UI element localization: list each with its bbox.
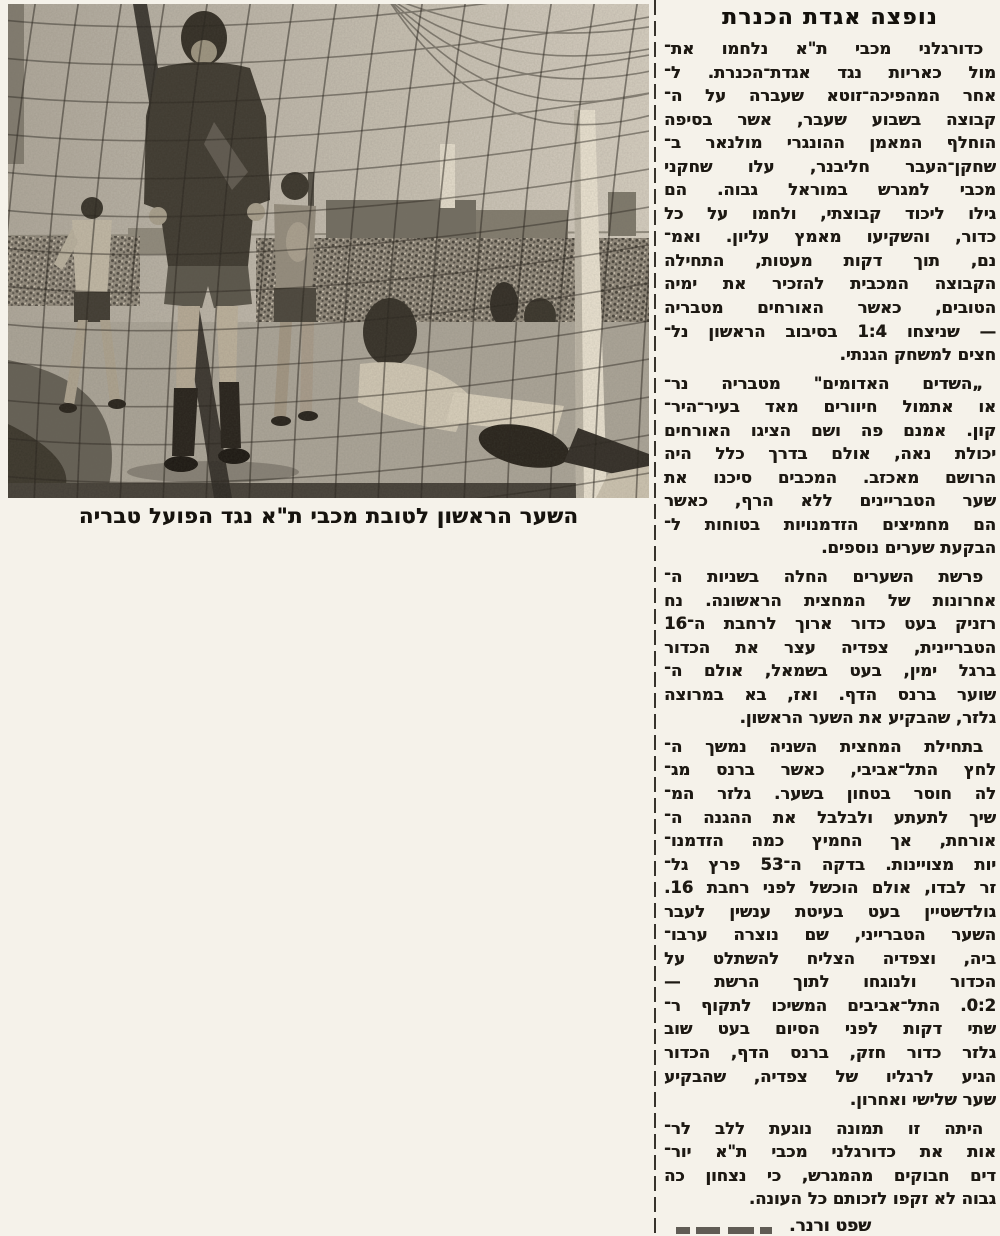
article-text-line: חצים למשחק הגנתי. bbox=[839, 345, 996, 365]
column-divider bbox=[654, 0, 656, 1234]
article-text-line: נם, תוך דקות מעטות, התחילה bbox=[664, 250, 996, 270]
article-paragraph-3 bbox=[664, 565, 996, 730]
photo-caption: השער הראשון לטובת מכבי ת"א נגד הפועל טבריה bbox=[78, 504, 579, 528]
article-text-line: זר לבדו, אולם הוכשל לפני רחבת 16. bbox=[664, 878, 996, 898]
article-paragraph-5 bbox=[664, 1117, 996, 1211]
article-paragraph-2 bbox=[664, 372, 996, 560]
article-text-line: הטבריינית, צפדיה עצר את הכדור bbox=[664, 637, 996, 657]
article-text-line: שער הטבריינים ללא הרף, כאשר bbox=[664, 491, 996, 511]
article-text-line: קון. אמנם פה ושם הציגו האורחים bbox=[664, 420, 996, 440]
article-text-line: כדורגלני מכבי ת"א נלחמו את־ bbox=[664, 39, 983, 58]
article-text-line: הקבוצה המכבית להזכיר את ימיה bbox=[664, 274, 996, 294]
article-text-line: — שניצחו 1:4 בסיבוב הראשון נל־ bbox=[664, 321, 996, 341]
article-text-line: שתי דקות לפני הסיום בעט שוב bbox=[664, 1019, 996, 1039]
goal-scene-illustration bbox=[8, 4, 649, 498]
article-text-line: השער הטברייני, שם נוצרה ערבו־ bbox=[664, 925, 996, 945]
article-text-line: שיך לתעתע ולבלבל את ההגנה ה־ bbox=[664, 807, 996, 827]
article-paragraph-1 bbox=[664, 37, 996, 367]
article-text-line: אורחת, אך החמיץ כמה הזדמנו־ bbox=[664, 831, 996, 851]
cutoff-print-fragment bbox=[676, 1227, 772, 1234]
article-text-line: קבוצה בשבוע שעבר, אשר בסיפה bbox=[664, 109, 996, 129]
article-text-line: הם מחמיצים הזדמנויות בטוחות ל־ bbox=[664, 514, 996, 534]
article-text-line: הרושם מאכזב. המכבים סיכנו את bbox=[664, 467, 996, 487]
article-text-line: גלזר, שהבקיע את השער הראשון. bbox=[739, 708, 996, 728]
article-text-line: אות את כדורגלני מכבי ת"א יור־ bbox=[664, 1142, 996, 1162]
article-text-line: שוער ברנס הדף. ואז, בא במרוצה bbox=[664, 684, 996, 704]
article-text-line: הבקעת שערים נוספים. bbox=[821, 538, 996, 558]
article-text-line: היתה זו תמונה נוגעת ללב לר־ bbox=[664, 1118, 983, 1138]
article-text-line: ביה, וצפדיה הצליח להשתלט על bbox=[664, 948, 996, 968]
match-photo bbox=[8, 4, 649, 498]
article-text-line: או אתמול חיוורים מאד בעיר־היר־ bbox=[664, 397, 996, 417]
article-text-line: גבוה לא זקפו לזכותם כל העונה. bbox=[748, 1189, 996, 1209]
article-column bbox=[664, 0, 996, 1236]
article-title: נופצה אגדת הכנרת bbox=[722, 5, 938, 30]
halftone-grain bbox=[8, 4, 649, 498]
article-text-line: ברגל ימין, בעט בשמאל, אולם ה־ bbox=[664, 661, 996, 681]
article-text-line: בתחילת המחצית השניה נמשך ה־ bbox=[664, 736, 983, 756]
article-text-line: הוחלף המאמן ההונגרי מולנאר ב־ bbox=[664, 133, 996, 153]
article-text-line: יכולת נאה, אולם בדרך כלל היה bbox=[664, 444, 996, 464]
article-text-line: הכדור ולנוגחו לתוך הרשת — bbox=[664, 972, 996, 992]
article-text-line: הגיע לרגליו של צפדיה, שהבקיע bbox=[664, 1066, 996, 1086]
article-text-line: פרשת השערים החלה בשניות ה־ bbox=[664, 567, 983, 587]
article-text-line: גולדשטיין בעט בעיטת ענשין לעבר bbox=[664, 901, 996, 921]
article-text-line: דים חבוקים מהמגרש, כי נצחון כה bbox=[664, 1165, 996, 1185]
article-text-line: גלזר כדור חזק, ברנס הדף, הכדור bbox=[664, 1042, 996, 1062]
article-text-line: מול כאריות נגד אגדת־הכנרת. ל־ bbox=[664, 62, 996, 82]
article-text-line: רזניק בעט כדור ארוך לרחבת ה־16 bbox=[664, 614, 996, 634]
article-text-line: לחץ התל־אביבי, כאשר ברנס מג־ bbox=[664, 760, 996, 780]
article-text-line: כדור, והשקיעו מאמץ עליון. ואמ־ bbox=[664, 227, 996, 247]
article-text-line: אחרונות של המחצית הראשונה. נח bbox=[664, 590, 996, 610]
article-text-line: שער שלישי ואחרון. bbox=[849, 1090, 996, 1110]
article-text-line: מכבי למגרש במוראל גבוה. הם bbox=[664, 180, 996, 200]
article-text-line: לה חוסר בטחון בשער. גלזר המ־ bbox=[664, 783, 996, 803]
article-text-line: גילו ליכוד קבוצתי, ולחמו על כל bbox=[664, 203, 996, 223]
article-text-line: הטובים, כאשר האורחים מטבריה bbox=[664, 298, 996, 318]
article-signoff: שפט ורנר. bbox=[788, 1215, 871, 1236]
article-text-line: 0:2. התל־אביבים המשיכו לתקוף ר־ bbox=[664, 995, 996, 1015]
article-text-line: אחר המהפיכה־זוטא שעברה על ה־ bbox=[664, 86, 996, 106]
article-text-line: „השדים האדומים" מטבריה נר־ bbox=[664, 373, 983, 393]
article-text-line: יות מצויינות. בדקה ה־53 פרץ גל־ bbox=[664, 854, 996, 874]
article-text-line: שחקן־העבר חליבנר, עלו שחקני bbox=[664, 156, 996, 176]
article-paragraph-4 bbox=[664, 735, 996, 1112]
